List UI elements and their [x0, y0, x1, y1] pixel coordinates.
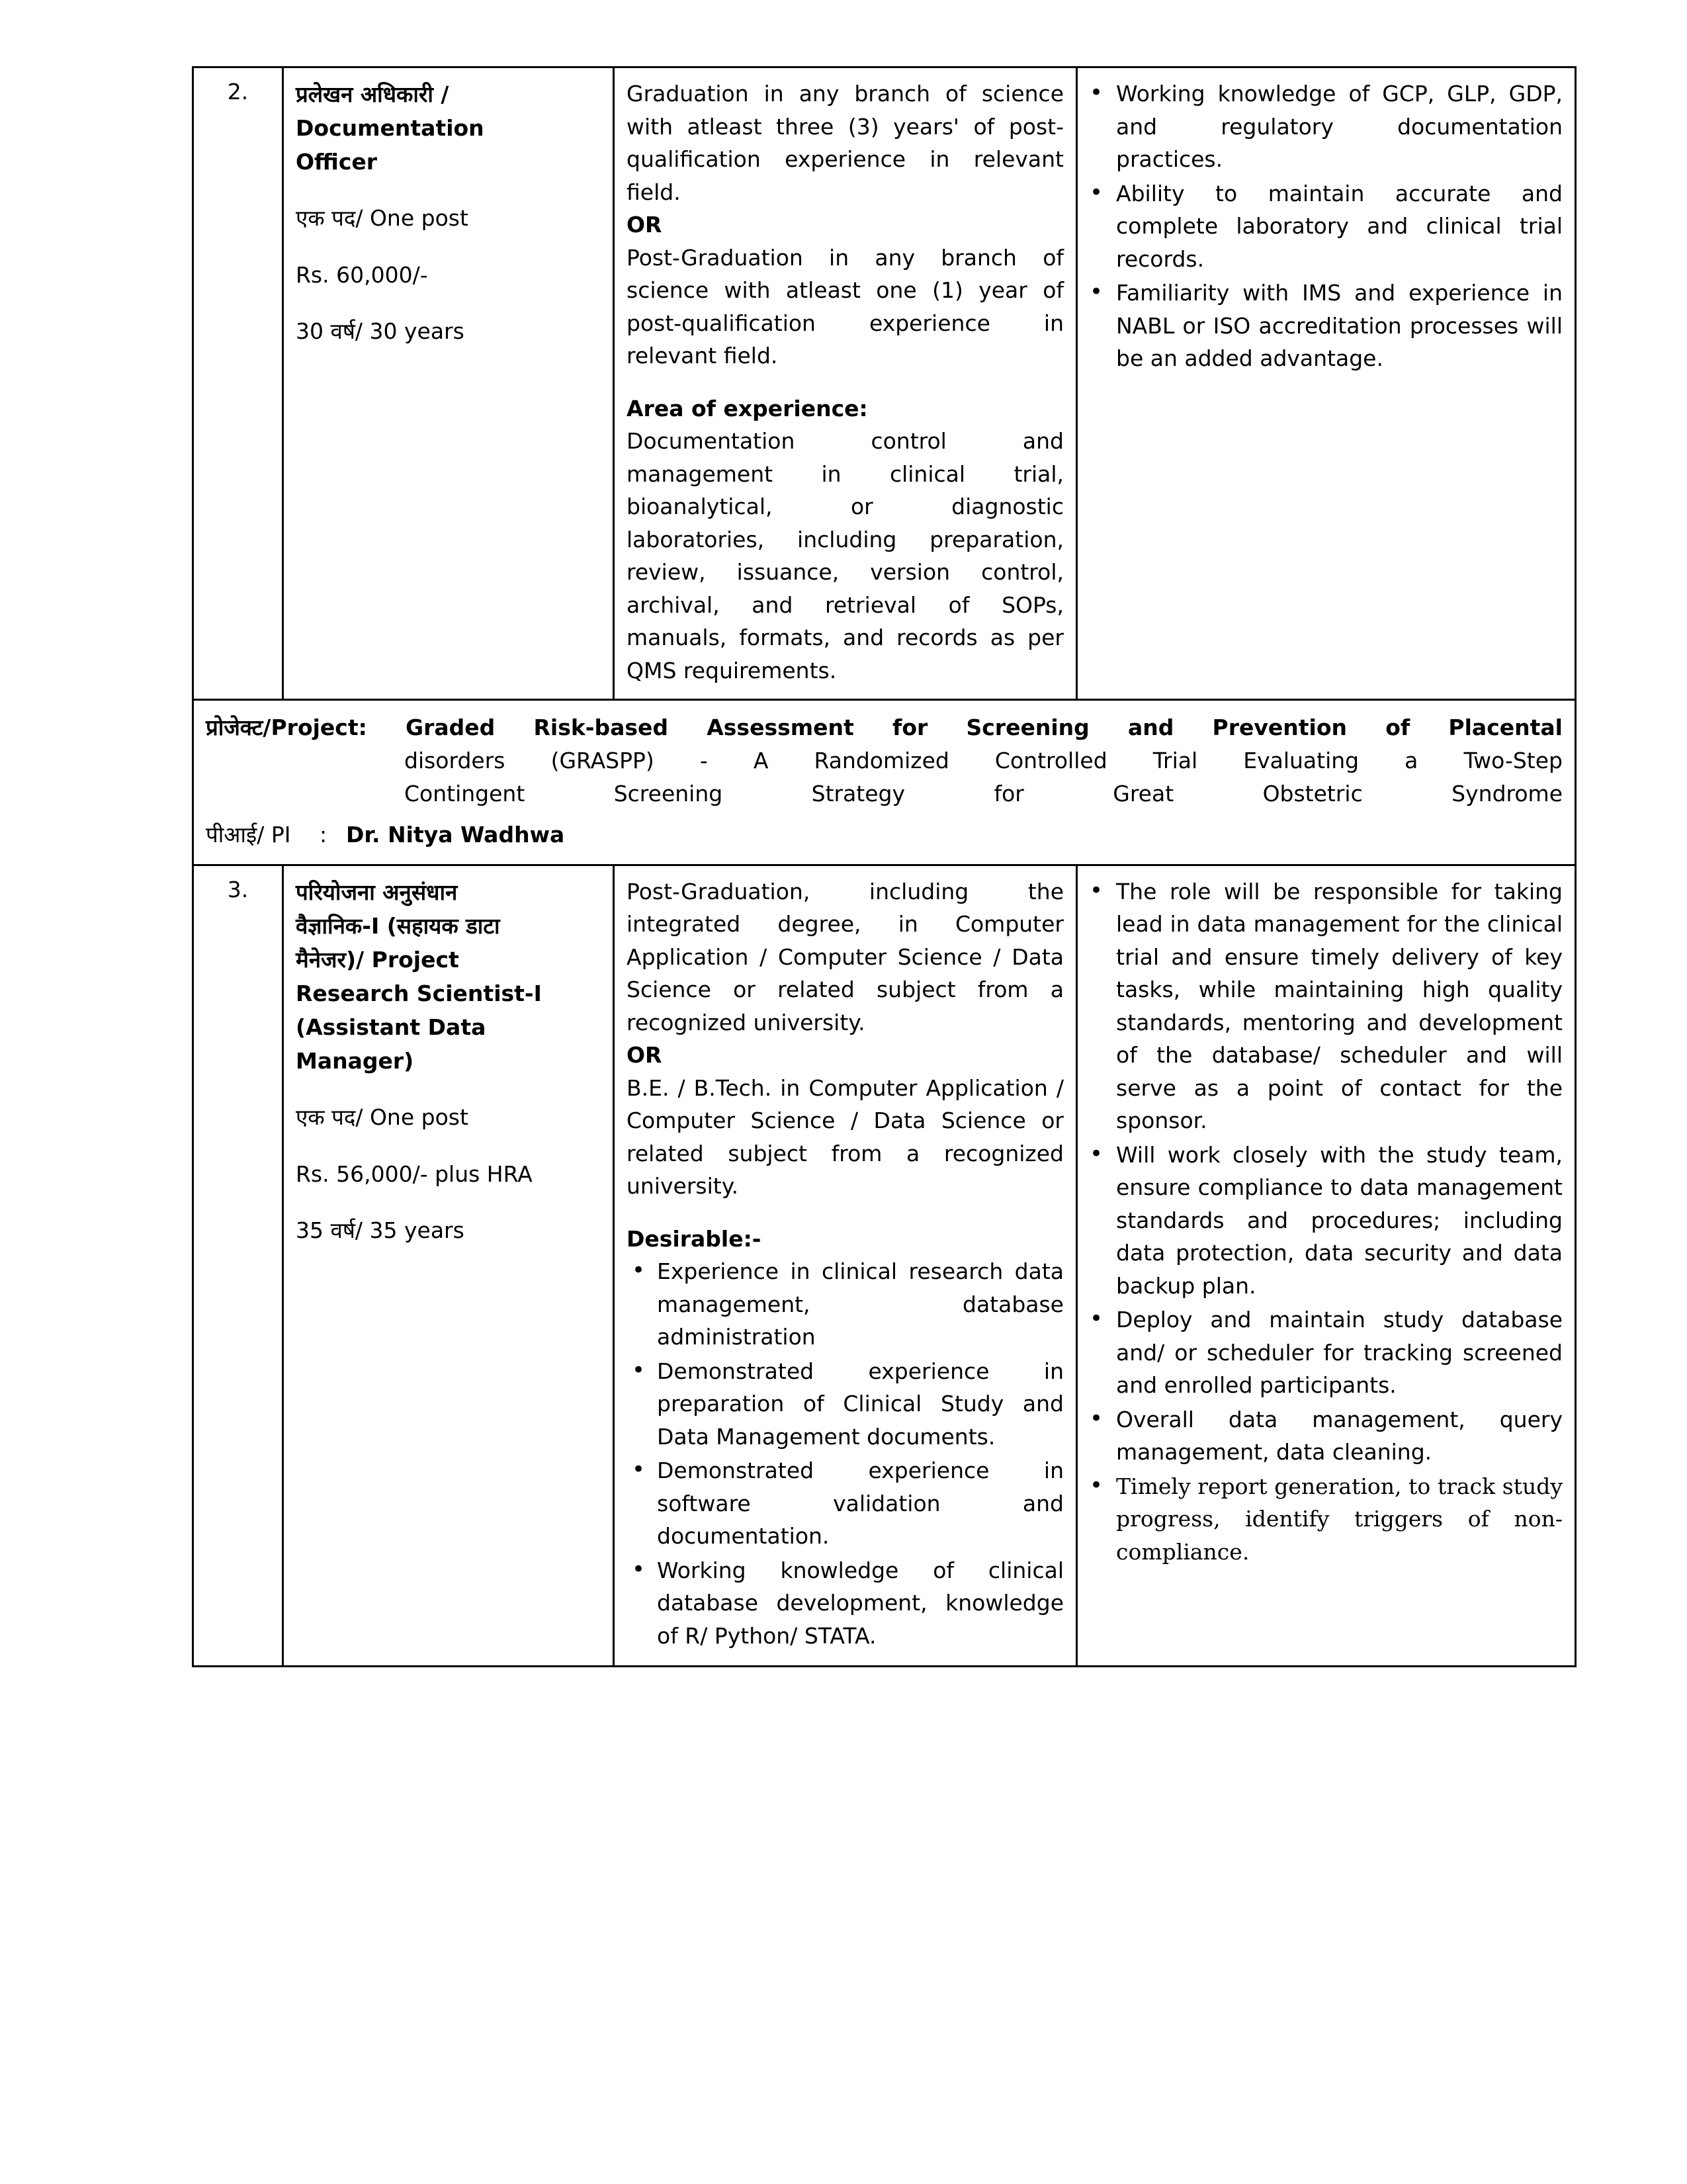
- post-details-cell: [283, 67, 614, 700]
- qualification-or: OR: [627, 212, 662, 238]
- post-salary: Rs. 56,000/- plus HRA: [296, 1160, 533, 1187]
- responsibilities-cell: [1077, 67, 1576, 700]
- list-item: • Working knowledge of clinical database development, knowledge of R/ Python/ STATA.: [627, 1554, 1064, 1653]
- qualification-paragraph-1: Post-Graduation, including the integrated degree, in Computer Application / Computer Science / Data Science or related subject from a recognized university.: [627, 878, 1064, 1035]
- list-item: • Deploy and maintain study database and/ or scheduler for tracking screened and enrolled participants.: [1090, 1303, 1563, 1402]
- post-title-hindi-line3: मैनेजर)/ Project: [296, 946, 459, 973]
- list-item: • Demonstrated experience in preparation of Clinical Study and Data Management documents.: [627, 1355, 1064, 1454]
- principal-investigator: [206, 818, 1563, 852]
- project-label: प्रोजेक्ट/Project:: [206, 715, 367, 740]
- pi-label: पीआई/ PI: [206, 822, 291, 848]
- project-title-line-1: [206, 711, 1563, 744]
- post-title-hindi-line2: वैज्ञानिक-I (सहायक डाटा: [296, 912, 500, 939]
- responsibilities-list: [1090, 875, 1563, 1569]
- project-title-text-1: Graded Risk-based Assessment for Screening and Prevention of Placental: [406, 715, 1563, 740]
- post-age-limit: 35 वर्ष/ 35 years: [296, 1217, 464, 1243]
- post-title-english-line1: Documentation: [296, 115, 484, 142]
- row-serial-number: 2.: [193, 67, 283, 700]
- project-row: [193, 700, 1576, 865]
- post-title-english-line2: (Assistant Data: [296, 1014, 486, 1041]
- desirable-heading: Desirable:-: [627, 1225, 761, 1252]
- responsibilities-list: [1090, 77, 1563, 375]
- post-title-hindi-line1: परियोजना अनुसंधान: [296, 879, 458, 905]
- post-title-english-line2: Officer: [296, 149, 378, 175]
- area-of-experience-text: Documentation control and management in clinical trial, bioanalytical, or diagnostic laboratories, including preparation, review, issuance, version control, archival, and retrieval of SOPs, manuals, formats, and records as per QMS requirements.: [627, 428, 1064, 683]
- post-count: एक पद/ One post: [296, 205, 468, 232]
- post-title-english-line3: Manager): [296, 1048, 414, 1074]
- table-row: [193, 865, 1576, 1667]
- vacancy-table: [192, 66, 1577, 1667]
- qualification-cell: [614, 865, 1077, 1667]
- list-item: • Ability to maintain accurate and complete laboratory and clinical trial records.: [1090, 177, 1563, 276]
- project-title-line-3: Contingent Screening Strategy for Great Obstetric Syndrome: [404, 781, 1563, 807]
- list-item: • Will work closely with the study team, ensure compliance to data management standards and procedures; including data protection, data security and data backup plan.: [1090, 1139, 1563, 1303]
- post-title-english-line1: Research Scientist-I: [296, 981, 542, 1007]
- list-item: • Overall data management, query management, data cleaning.: [1090, 1403, 1563, 1469]
- project-title-line-2: disorders (GRASPP) - A Randomized Controlled Trial Evaluating a Two-Step: [404, 748, 1563, 774]
- post-salary: Rs. 60,000/-: [296, 261, 428, 288]
- post-details-cell: [283, 865, 614, 1667]
- pi-colon: :: [320, 822, 327, 848]
- table-row: [193, 67, 1576, 700]
- row-serial-number: 3.: [193, 865, 283, 1667]
- qualification-paragraph-2: Post-Graduation in any branch of science with atleast one (1) year of post-qualification experience in relevant field.: [627, 244, 1064, 369]
- list-item: • Demonstrated experience in software validation and documentation.: [627, 1454, 1064, 1553]
- post-title-hindi: प्रलेखन अधिकारी /: [296, 81, 449, 107]
- project-details-cell: [193, 700, 1576, 865]
- post-age-limit: 30 वर्ष/ 30 years: [296, 318, 464, 344]
- list-item: • The role will be responsible for taking lead in data management for the clinical trial and ensure timely delivery of key tasks, while maintaining high quality standards, mentoring and development of the database/ scheduler and will serve as a point of contact for the sponsor.: [1090, 875, 1563, 1137]
- list-item: • Working knowledge of GCP, GLP, GDP, and regulatory documentation practices.: [1090, 77, 1563, 176]
- area-of-experience-heading: Area of experience:: [627, 395, 868, 421]
- post-count: एक पद/ One post: [296, 1104, 468, 1131]
- qualification-cell: [614, 67, 1077, 700]
- responsibilities-cell: [1077, 865, 1576, 1667]
- desirable-list: [627, 1255, 1064, 1652]
- list-item: • Familiarity with IMS and experience in NABL or ISO accreditation processes will be an added advantage.: [1090, 277, 1563, 375]
- pi-name: Dr. Nitya Wadhwa: [346, 822, 565, 848]
- qualification-paragraph-2: B.E. / B.Tech. in Computer Application / Computer Science / Data Science or related subject from a recognized university.: [627, 1074, 1064, 1200]
- list-item: • Experience in clinical research data management, database administration: [627, 1255, 1064, 1354]
- list-item: • Timely report generation, to track study progress, identify triggers of non-compliance.: [1090, 1470, 1563, 1569]
- qualification-or: OR: [627, 1042, 662, 1069]
- qualification-paragraph-1: Graduation in any branch of science with atleast three (3) years' of post-qualification experience in relevant field.: [627, 81, 1064, 205]
